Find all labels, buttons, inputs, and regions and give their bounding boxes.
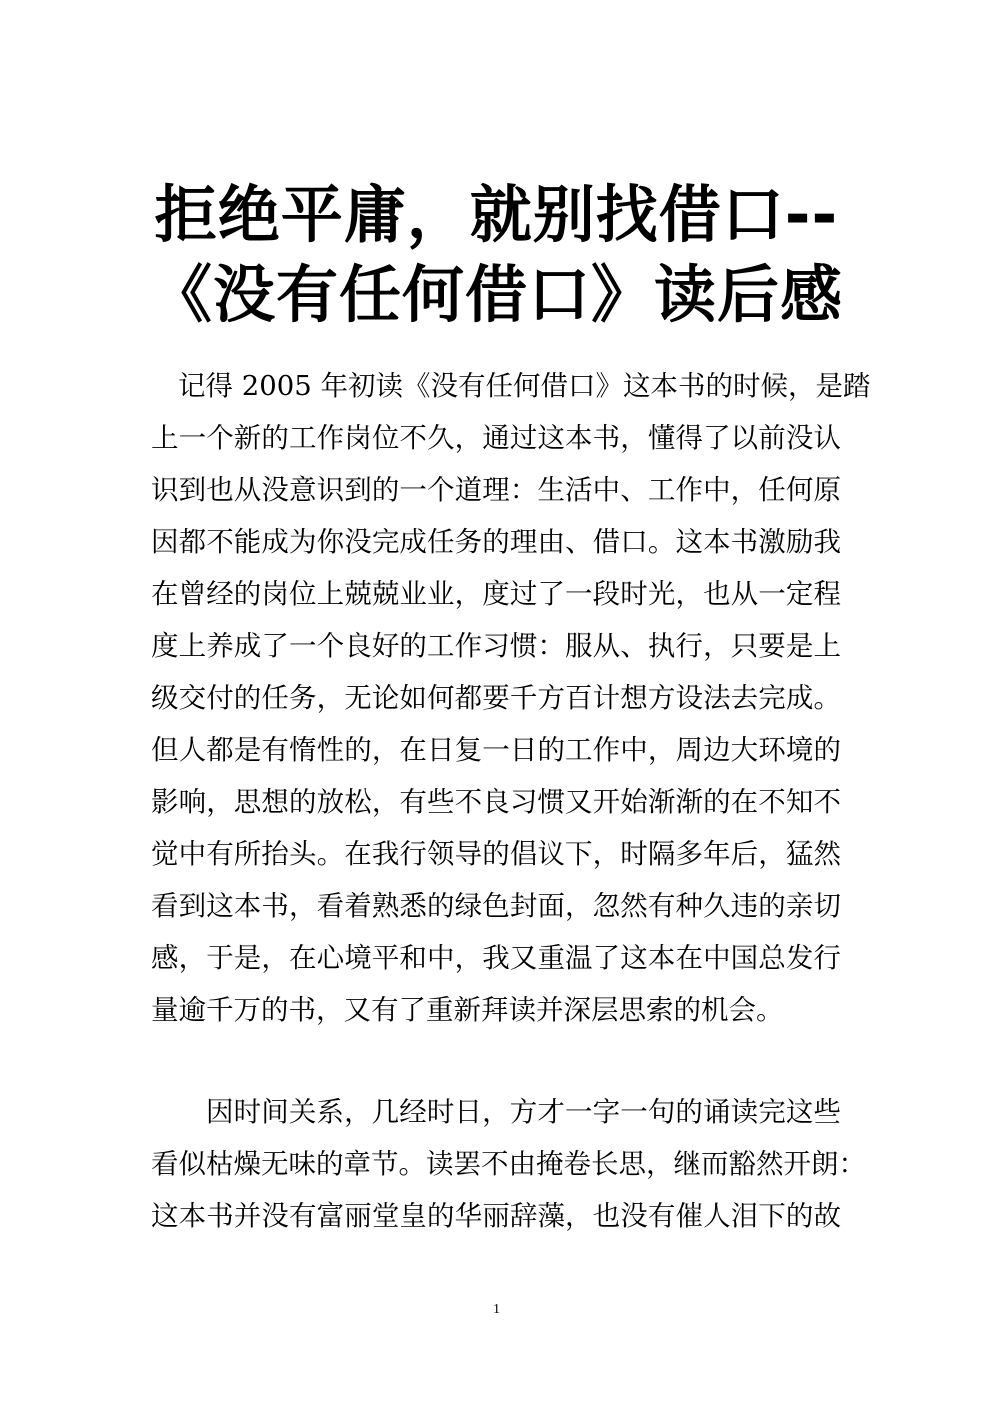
paragraph-1-line-4: 因都不能成为你没完成任务的理由、借口。这本书激励我 — [151, 526, 841, 558]
paragraph-1-line-3: 识到也从没意识到的一个道理：生活中、工作中，任何原 — [151, 474, 841, 506]
paragraph-1-line-5: 在曾经的岗位上兢兢业业，度过了一段时光，也从一定程 — [151, 578, 841, 610]
paragraph-2-line-1: 因时间关系，几经时日，方才一字一句的诵读完这些 — [206, 1096, 841, 1128]
paragraph-1-line-10: 觉中有所抬头。在我行领导的倡议下，时隔多年后，猛然 — [151, 838, 841, 870]
paragraph-1-line-1: 记得 2005 年初读《没有任何借口》这本书的时候，是踏 — [178, 370, 871, 402]
paragraph-1-line-12: 感，于是，在心境平和中，我又重温了这本在中国总发行 — [151, 942, 841, 974]
document-title-line-1: 拒绝平庸，就别找借口-- — [154, 178, 839, 251]
paragraph-2-line-3: 这本书并没有富丽堂皇的华丽辞藻，也没有催人泪下的故 — [151, 1200, 841, 1232]
paragraph-1-line-2: 上一个新的工作岗位不久，通过这本书，懂得了以前没认 — [151, 422, 841, 454]
page-number: 1 — [493, 1302, 500, 1317]
document-title-line-2: 《没有任何借口》读后感 — [149, 258, 843, 331]
paragraph-2-line-2: 看似枯燥无味的章节。读罢不由掩卷长思，继而豁然开朗： — [151, 1148, 866, 1180]
paragraph-1-line-9: 影响，思想的放松，有些不良习惯又开始渐渐的在不知不 — [151, 786, 841, 818]
paragraph-1-line-13: 量逾千万的书，又有了重新拜读并深层思索的机会。 — [151, 994, 784, 1026]
paragraph-1-line-7: 级交付的任务，无论如何都要千方百计想方设法去完成。 — [151, 682, 841, 714]
paragraph-1-line-8: 但人都是有惰性的，在日复一日的工作中，周边大环境的 — [151, 734, 841, 766]
paragraph-1-line-6: 度上养成了一个良好的工作习惯：服从、执行，只要是上 — [151, 630, 841, 662]
paragraph-1-line-11: 看到这本书，看着熟悉的绿色封面，忽然有种久违的亲切 — [151, 890, 841, 922]
